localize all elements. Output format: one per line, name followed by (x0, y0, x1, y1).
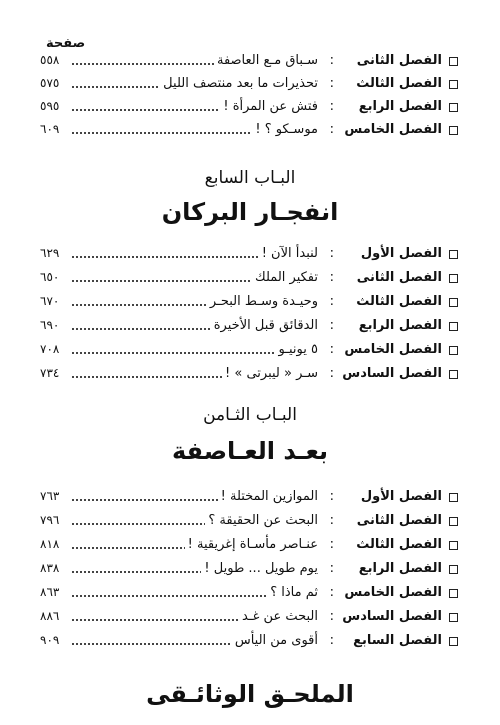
page-number: ٨٨٦ (40, 609, 62, 623)
toc-row (40, 584, 460, 606)
chapter-title: وحيـدة وسـط البحـر (207, 294, 318, 309)
toc-row (40, 608, 460, 630)
checkbox-icon (449, 103, 458, 112)
part-seven-title: انفجـار البركان (161, 198, 339, 226)
separator-colon: : (329, 122, 334, 137)
separator-colon: : (329, 633, 334, 648)
chapter-label: الفصل السادس (342, 609, 442, 624)
chapter-title: يوم طويل ... طويل ! (201, 561, 318, 576)
toc-row (40, 98, 460, 120)
toc-row (40, 632, 460, 654)
page-number: ٥٩٥ (40, 99, 62, 113)
chapter-label: الفصل الرابع (358, 99, 442, 114)
appendix-title: الملحـق الوثائـقى (146, 680, 354, 708)
separator-colon: : (329, 318, 334, 333)
page-number: ٩٠٩ (40, 633, 62, 647)
checkbox-icon (449, 250, 458, 259)
toc-row (40, 269, 460, 291)
checkbox-icon (449, 370, 458, 379)
separator-colon: : (329, 99, 334, 114)
checkbox-icon (449, 57, 458, 66)
separator-colon: : (329, 76, 334, 91)
separator-colon: : (329, 561, 334, 576)
chapter-label: الفصل السابع (353, 633, 442, 648)
toc-row (40, 536, 460, 558)
toc-row (40, 317, 460, 339)
checkbox-icon (449, 298, 458, 307)
toc-row (40, 488, 460, 510)
checkbox-icon (449, 541, 458, 550)
page-number: ٧٠٨ (40, 342, 62, 356)
chapter-label: الفصل الثانى (356, 513, 442, 528)
page-number: ٦٥٠ (40, 270, 62, 284)
chapter-title: سـباق مـع العاصفة (214, 53, 318, 68)
chapter-title: ثم ماذا ؟ (267, 585, 318, 600)
page-number: ٨٦٣ (40, 585, 62, 599)
chapter-title: ٥ يونيـو (275, 342, 318, 357)
separator-colon: : (329, 537, 334, 552)
separator-colon: : (329, 489, 334, 504)
chapter-title: أقوى من اليأس (232, 633, 318, 648)
chapter-title: سـر « ليبرتى » ! (222, 366, 318, 381)
page-number: ٥٧٥ (40, 76, 62, 90)
chapter-label: الفصل الخامس (344, 585, 442, 600)
chapter-title: عنـاصر مأسـاة إغريقية ! (185, 537, 318, 552)
chapter-title: الموازين المختلة ! (218, 489, 318, 504)
chapter-label: الفصل الثالث (356, 76, 442, 91)
toc-row (40, 52, 460, 74)
checkbox-icon (449, 589, 458, 598)
part-eight-label: البـاب الثـامن (203, 405, 297, 425)
chapter-label: الفصل الأول (360, 246, 442, 261)
chapter-label: الفصل الثانى (356, 53, 442, 68)
checkbox-icon (449, 565, 458, 574)
separator-colon: : (329, 366, 334, 381)
chapter-label: الفصل الخامس (344, 342, 442, 357)
toc-row (40, 512, 460, 534)
chapter-title: الدقائق قبل الأخيرة (211, 318, 318, 333)
chapter-label: الفصل الأول (360, 489, 442, 504)
separator-colon: : (329, 513, 334, 528)
page-number: ٥٥٨ (40, 53, 62, 67)
chapter-title: البحث عن غـد (239, 609, 318, 624)
chapter-label: الفصل الرابع (358, 561, 442, 576)
chapter-label: الفصل الثالث (356, 537, 442, 552)
part-eight-title: بعـد العـاصفة (172, 437, 328, 465)
toc-row (40, 121, 460, 143)
toc-row (40, 365, 460, 387)
toc-row (40, 341, 460, 363)
page-number: ٧٦٣ (40, 489, 62, 503)
page-number: ٧٩٦ (40, 513, 62, 527)
page-number: ٦٠٩ (40, 122, 62, 136)
chapter-label: الفصل الثانى (356, 270, 442, 285)
checkbox-icon (449, 517, 458, 526)
checkbox-icon (449, 274, 458, 283)
chapter-label: الفصل السادس (342, 366, 442, 381)
chapter-label: الفصل الثالث (356, 294, 442, 309)
chapter-label: الفصل الرابع (358, 318, 442, 333)
checkbox-icon (449, 346, 458, 355)
page-number: ٧٣٤ (40, 366, 62, 380)
checkbox-icon (449, 613, 458, 622)
chapter-title: موسـكو ؟ ! (252, 122, 318, 137)
page-number: ٨١٨ (40, 537, 62, 551)
separator-colon: : (329, 585, 334, 600)
toc-row (40, 293, 460, 315)
chapter-title: تفكير الملك (252, 270, 318, 285)
separator-colon: : (329, 246, 334, 261)
page-number: ٦٧٠ (40, 294, 62, 308)
chapter-title: فتش عن المرأة ! (220, 99, 318, 114)
chapter-title: لنبدأ الآن ! (259, 246, 318, 261)
chapter-title: تحذيرات ما بعد منتصف الليل (160, 76, 318, 91)
separator-colon: : (329, 609, 334, 624)
page-number: ٦٢٩ (40, 246, 62, 260)
checkbox-icon (449, 80, 458, 89)
checkbox-icon (449, 493, 458, 502)
page-number: ٨٣٨ (40, 561, 62, 575)
page-column-header: صفحة (46, 36, 86, 51)
checkbox-icon (449, 637, 458, 646)
chapter-label: الفصل الخامس (344, 122, 442, 137)
checkbox-icon (449, 126, 458, 135)
toc-row (40, 75, 460, 97)
separator-colon: : (329, 294, 334, 309)
toc-row (40, 245, 460, 267)
part-seven-label: البـاب السابع (204, 168, 296, 188)
separator-colon: : (329, 342, 334, 357)
separator-colon: : (329, 270, 334, 285)
page-number: ٦٩٠ (40, 318, 62, 332)
toc-row (40, 560, 460, 582)
separator-colon: : (329, 53, 334, 68)
checkbox-icon (449, 322, 458, 331)
chapter-title: البحث عن الحقيقة ؟ (205, 513, 318, 528)
